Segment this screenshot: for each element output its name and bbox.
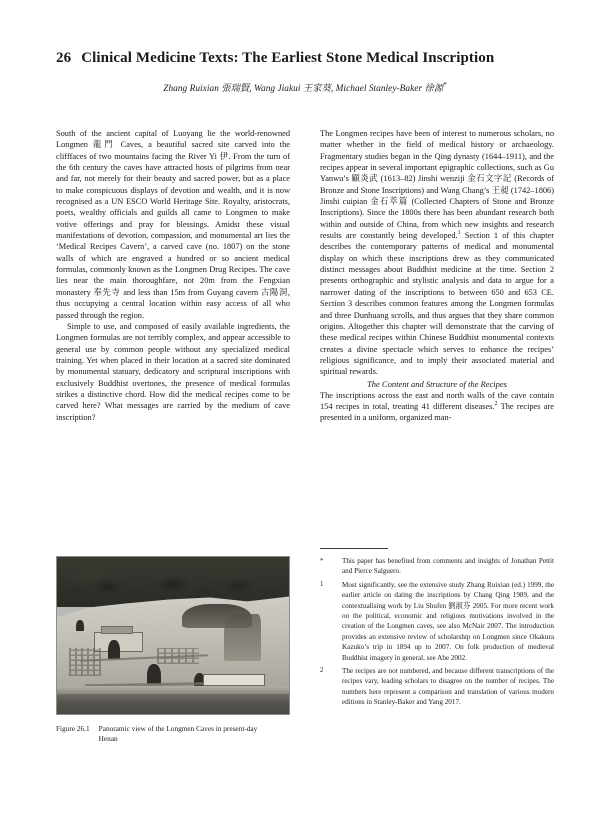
photo-cliff-shadow <box>224 614 261 661</box>
chapter-number: 26 <box>56 50 72 66</box>
chapter-title: Clinical Medicine Texts: The Earliest Stone Medical Inscription <box>81 50 495 66</box>
paragraph-left-2: Simple to use, and composed of easily available ingredients, the Longmen formulas are not terribly complex, and appear accessible to general use by common people without any specialized medical training. Yet when placed in their location at a sacred site dominated by monumental statuary, dedicatory and scriptural inscriptions with exclusively Buddhist overtones, the presence of medical formulas strikes a distinctive chord. How did the medical recipes come to be carved here? What messages are carried by the medium of cave inscription? <box>56 321 290 422</box>
photo-niche-cluster-left <box>69 648 101 676</box>
paragraph-right-2-text: The inscriptions across the east and north walls of the cave contain 154 recipes in total, treating 41 different diseases. <box>320 390 554 411</box>
footnote-text: This paper has benefited from comments and insights of Jonathan Pettit and Pierce Salguero. <box>342 557 554 576</box>
page-title <box>56 50 556 67</box>
paragraph-right-1-continued: Section 1 of this chapter describes the contemporary patterns of medical and monumental display on which these inscriptions drew as they communicated distinct messages about Buddhist medicine at the time. Section 2 presents orthographic and stylistic analysis and data to argue for a narrower dating of the inscriptions to between 650 and 653 CE. Section 3 describes common features among the Longmen formulas and three Dunhuang scrolls, and thus argues that they share common origins. Altogether this chapter will demonstrate that the carving of these medical recipes within Chinese Buddhist monumental contexts creates a divine spectacle which serves to enhance the recipes’ religious significance, and to imply their associated material and spiritual rewards. <box>320 231 554 377</box>
paragraph-right-1 <box>320 128 554 378</box>
footnote-text: Most significantly, see the extensive study Zhang Ruixian (ed.) 1999, the earlier article on dating the inscriptions by Chang Qing 1989, and the contextualising work by Liu Shufen 劉淑芬 2005. For more recent work on the political, economic and religious motivations involved in the creation of the Longmen caves, see also McNair 2007. The introduction provides an extensive review of scholarship on Longmen since Okakura Kazuko’s trip in 1894 up to 2007. On folk production of medieval Buddhist imagery in general, see Abe 2002. <box>342 580 554 662</box>
body-column-left <box>56 128 290 423</box>
author-names: Zhang Ruixian 張瑞賢, Wang Jiakui 王家葵, Michael Stanley-Baker 徐源 <box>163 84 444 94</box>
author-footnote-marker: * <box>443 80 447 89</box>
paragraph-left-1: South of the ancient capital of Luoyang lie the world-renowned Longmen 龍門 Caves, a beautiful sacred site carved into the clifffaces of two mountains facing the River Yi 伊. From the turn of the 6th century the caves have attracted hosts of pilgrims from near and far, not merely for their beauty and sacred power, but as a place to make conspicuous displays of devotion and wealth, and it is now recognised as a UN ESCO World Heritage Site. Royalty, aristocrats, poets, wealthy officials and guilds all came to Longmen to make votive offerings and pray for blessings. Amidst these visual manifestations of devotion, compassion, and monumental art lies the ‘Medical Recipes Cavern’, a carved cave (no. 1807) on the stone walls of which are engraved a hundred or so ancient medical formulas, commonly known as the Longmen Drug Recipes. The cave lies near the main thoroughfare, not 20m from the Fengxian monastery 奉先寺 and less than 15m from Guyang cavern 古陽洞, thus occupying a central location within easy access of all who passed through the region. <box>56 129 290 320</box>
body-column-right <box>320 128 554 424</box>
photo-riverbank <box>57 686 289 694</box>
footnote-marker: 1 <box>320 580 324 588</box>
photo-cave-entrance-1 <box>108 640 120 659</box>
footnote-separator-rule <box>320 548 388 549</box>
footnote-ref-1[interactable]: 1 <box>457 230 461 237</box>
footnote-text: The recipes are not numbered, and because different transcriptions of the recipes vary, leading scholars to disagree on the number of recipes. The numbers here represent a comparison and translation of various modern editions in Stanley-Baker and Yang 2017. <box>342 667 554 707</box>
photo-cave-entrance-2 <box>147 664 161 684</box>
figure-caption <box>56 724 290 744</box>
section-subheading: The Content and Structure of the Recipes <box>367 378 507 389</box>
footnote-marker: * <box>320 557 324 565</box>
footnote-item <box>320 666 554 708</box>
figure-block <box>56 556 290 744</box>
paragraph-right-1-text: The Longmen recipes have been of interest to numerous scholars, no matter whether in the field of medical history or archaeology. Fragmentary studies began in the Qing dynasty (1644–1911), and the recipes appear in several important epigraphic collections, such as Gu Yanwu’s 顧炎武 (1613–82) Jinshi wenziji 金石文字記 (Records of Bronze and Stone Inscriptions) and Wang Chang’s 王昶 (1742–1806) Jinshi cuipian 金石萃篇 (Collected Chapters of Stone and Bronze Inscriptions). Since the 1800s there has been abundant research both within and outside of China, from which new insights and research results are constantly being developed. <box>320 129 554 241</box>
footnotes-block <box>320 548 554 711</box>
figure-caption-label: Figure 26.1 <box>56 724 90 733</box>
footnote-item <box>320 580 554 663</box>
footnote-marker: 2 <box>320 667 324 675</box>
paragraph-right-2-continued: The recipes are presented in a uniform, organized man- <box>320 401 554 423</box>
photo-river-yi <box>57 694 289 714</box>
photo-cave-entrance-4 <box>76 620 84 631</box>
footnote-item <box>320 556 554 577</box>
footnote-ref-2[interactable]: 2 <box>494 401 498 408</box>
paragraph-right-2 <box>320 390 554 424</box>
author-byline <box>56 80 554 94</box>
figure-image <box>56 556 290 715</box>
photo-pavilion-upper-roof <box>101 626 133 634</box>
figure-caption-text: Panoramic view of the Longmen Caves in present-day Henan <box>98 724 258 744</box>
photo-riverside-building <box>203 674 265 685</box>
